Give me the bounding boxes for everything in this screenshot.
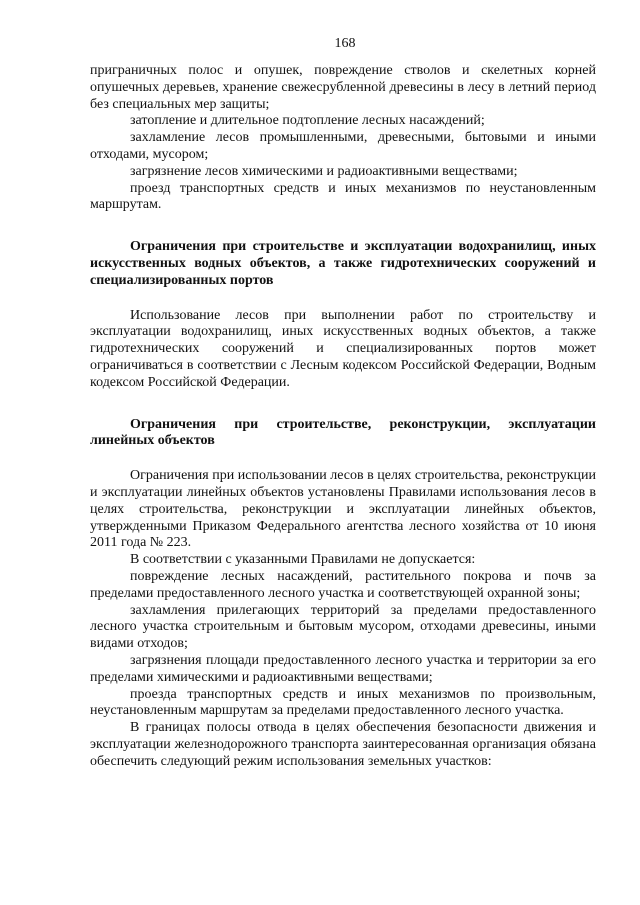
list-item: загрязнения площади предоставленного лесного участка и территории за его пределами химическими и радиоактивными веществами; (90, 652, 596, 685)
paragraph: приграничных полос и опушек, повреждение стволов и скелетных корней опушечных деревьев, хранение свежесрубленной древесины в лесу в летний период без специальных мер защиты; (90, 63, 596, 112)
paragraph: В соответствии с указанными Правилами не допускается: (130, 552, 476, 568)
list-item: проезд транспортных средств и иных механизмов по неустановленным маршрутам. (90, 180, 596, 213)
paragraph: Ограничения при использовании лесов в целях строительства, реконструкции и эксплуатации линейных объектов установлены Правилами использования лесов в целях строительства, реконструкции и эксплуатации линейных объектов, утвержденными Приказом Федерального агентства лесного хозяйства от 10 июня 2011 года № 223. (90, 468, 596, 551)
page-number: 168 (334, 36, 356, 51)
list-item: повреждение лесных насаждений, растительного покрова и почв за пределами предоставленного лесного участка и соответствующей охранной зоны; (90, 568, 596, 601)
list-item: загрязнение лесов химическими и радиоактивными веществами; (130, 163, 518, 179)
list-item: затопление и длительное подтопление лесных насаждений; (130, 113, 485, 129)
paragraph: В границах полосы отвода в целях обеспечения безопасности движения и эксплуатации железнодорожного транспорта заинтересованная организация обязана обеспечить следующий режим использования земельных участков: (90, 720, 596, 769)
list-item: захламления прилегающих территорий за пределами предоставленного лесного участка строительным и бытовым мусором, отходами древесины, иными видами отходов; (90, 602, 596, 652)
list-item: проезда транспортных средств и иных механизмов по произвольным, неустановленным маршрутам за пределами предоставленного лесного участка. (90, 686, 596, 719)
paragraph: Использование лесов при выполнении работ по строительству и эксплуатации водохранилищ, иных искусственных водных объектов, а также гидротехнических сооружений и специализированных портов может ограничиваться в соответствии с Лесным кодексом Российской Федерации, Водным кодексом Российской Федерации. (90, 307, 596, 390)
section-heading-reservoirs: Ограничения при строительстве и эксплуатации водохранилищ, иных искусственных водных объектов, а также гидротехнических сооружений и специализированных портов (90, 239, 596, 288)
list-item: захламление лесов промышленными, древесными, бытовыми и иными отходами, мусором; (90, 130, 596, 162)
section-heading-linear-objects: Ограничения при строительстве, реконструкции, эксплуатации линейных объектов (90, 416, 596, 449)
